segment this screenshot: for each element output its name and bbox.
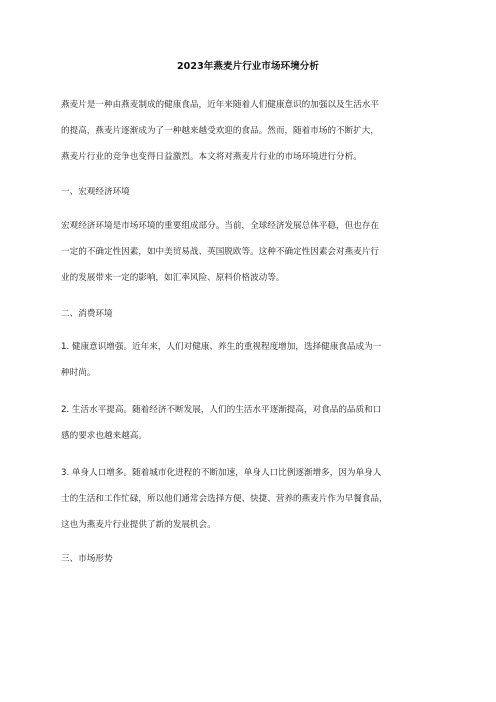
text-line: 一定的不确定性因素，如中美贸易战、英国脱欧等。这种不确定性因素会对燕麦片行 bbox=[61, 247, 379, 257]
section-heading-macro-economy: 一、宏观经济环境 bbox=[61, 187, 130, 197]
section-heading-market-situation: 三、市场形势 bbox=[61, 554, 113, 564]
intro-paragraph bbox=[61, 92, 441, 170]
section-paragraph bbox=[61, 213, 441, 291]
text-line: 士的生活和工作忙碌，所以他们通常会选择方便、快捷、营养的燕麦片作为早餐食品， bbox=[61, 494, 388, 504]
text-line: 宏观经济环境是市场环境的重要组成部分。当前，全球经济发展总体平稳，但也存在 bbox=[61, 221, 379, 231]
list-item bbox=[61, 460, 441, 538]
text-line: 3. 单身人口增多。随着城市化进程的不断加速，单身人口比例逐渐增多，因为单身人 bbox=[61, 468, 382, 478]
text-line: 这也为燕麦片行业提供了新的发展机会。 bbox=[61, 520, 216, 530]
list-item bbox=[61, 397, 441, 449]
section-heading-consumption: 二、消费环境 bbox=[61, 309, 113, 319]
list-item bbox=[61, 334, 441, 386]
text-line: 1. 健康意识增强。近年来，人们对健康、养生的重视程度增加，选择健康食品成为一 bbox=[61, 342, 382, 352]
text-line: 感的要求也越来越高。 bbox=[61, 431, 147, 441]
text-line: 业的发展带来一定的影响，如汇率风险、原料价格波动等。 bbox=[61, 273, 285, 283]
text-line: 燕麦片是一种由燕麦制成的健康食品，近年来随着人们健康意识的加强以及生活水平 bbox=[61, 100, 379, 110]
text-line: 种时尚。 bbox=[61, 368, 96, 378]
document-title: 2023年燕麦片行业市场环境分析 bbox=[176, 61, 320, 72]
text-line: 的提高，燕麦片逐渐成为了一种越来越受欢迎的食品。然而，随着市场的不断扩大， bbox=[61, 126, 379, 136]
text-line: 2. 生活水平提高。随着经济不断发展，人们的生活水平逐渐提高，对食品的品质和口 bbox=[61, 405, 382, 415]
text-line: 燕麦片行业的竞争也变得日益激烈。本文将对燕麦片行业的市场环境进行分析。 bbox=[61, 152, 362, 162]
